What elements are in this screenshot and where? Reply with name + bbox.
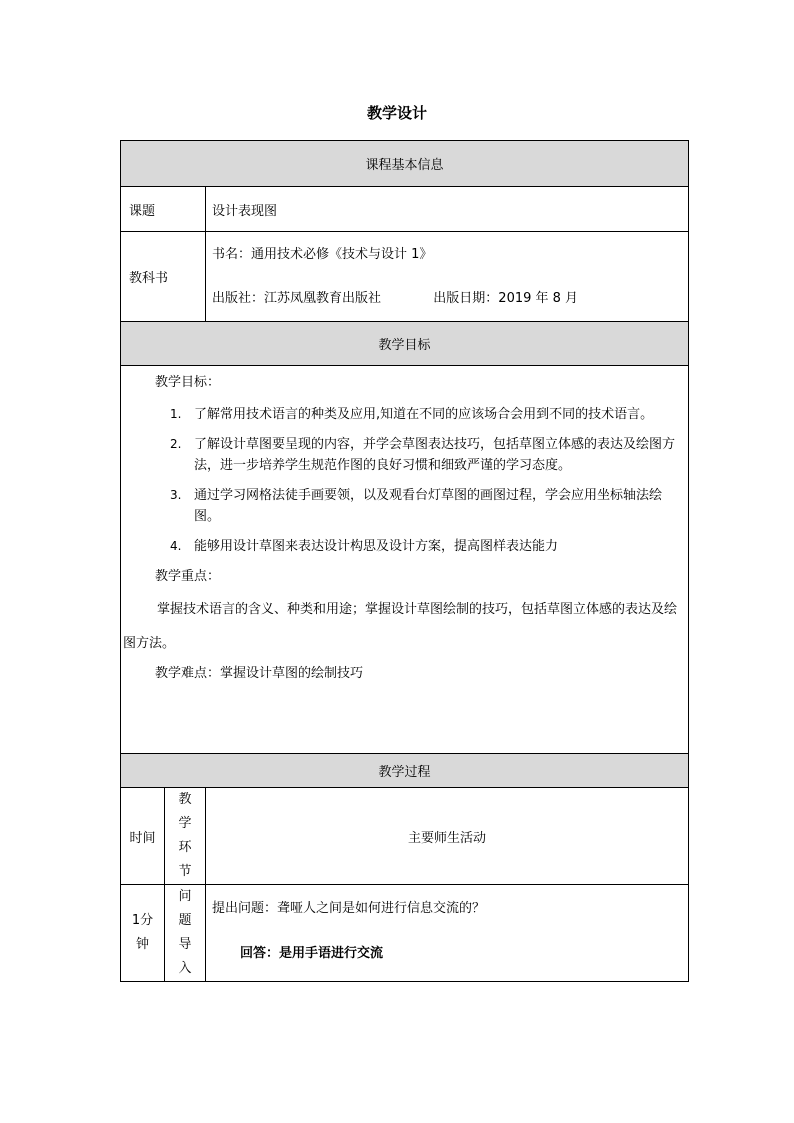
publisher: 出版社：江苏凤凰教育出版社	[212, 290, 382, 306]
topic-label: 课题	[121, 187, 206, 232]
goals-header: 教学目标	[121, 322, 689, 366]
textbook-label: 教科书	[121, 232, 206, 322]
col-time: 时间	[121, 788, 165, 885]
goal-item: 4. 能够用设计草图来表达设计构思及设计方案，提高图样表达能力	[170, 539, 559, 554]
row-time: 1分 钟	[121, 885, 165, 982]
key-points-title: 教学重点：	[155, 569, 221, 584]
goals-title: 教学目标：	[155, 375, 221, 390]
book-name: 书名：通用技术必修《技术与设计 1》	[212, 246, 433, 262]
intro-answer: 回答：是用手语进行交流	[240, 946, 384, 961]
publication-date: 出版日期：2019 年 8 月	[433, 290, 579, 306]
process-header: 教学过程	[121, 754, 689, 788]
goals-list	[121, 404, 682, 557]
goals-content	[121, 366, 689, 754]
difficulty-text: 教学难点：掌握设计草图的绘制技巧	[155, 666, 364, 681]
goal-item: 2. 了解设计草图要呈现的内容，并学会草图表达技巧，包括草图立体感的表达及绘图方法，进一步培养学生规范作图的良好习惯和细致严谨的学习态度。	[170, 437, 676, 473]
row-stage: 问 题 导 入	[165, 885, 206, 982]
page-title: 教学设计	[366, 104, 427, 122]
textbook-info	[206, 232, 689, 322]
goal-item: 1. 了解常用技术语言的种类及应用,知道在不同的应该场合会用到不同的技术语言。	[170, 407, 654, 422]
col-stage: 教 学 环 节	[165, 788, 206, 885]
lesson-plan-table	[120, 140, 689, 982]
basic-info-header: 课程基本信息	[121, 141, 689, 187]
goal-item: 3. 通过学习网格法徒手画要领，以及观看台灯草图的画图过程，学会应用坐标轴法绘图。	[170, 488, 663, 524]
key-points-text: 掌握技术语言的含义、种类和用途；掌握设计草图绘制的技巧，包括草图立体感的表达及绘图方法。	[123, 602, 678, 651]
topic-value: 设计表现图	[206, 187, 689, 232]
publisher-line	[212, 288, 688, 310]
row-activity	[206, 885, 689, 982]
intro-question: 提出问题：聋哑人之间是如何进行信息交流的？	[212, 901, 486, 916]
col-activity: 主要师生活动	[206, 788, 689, 885]
